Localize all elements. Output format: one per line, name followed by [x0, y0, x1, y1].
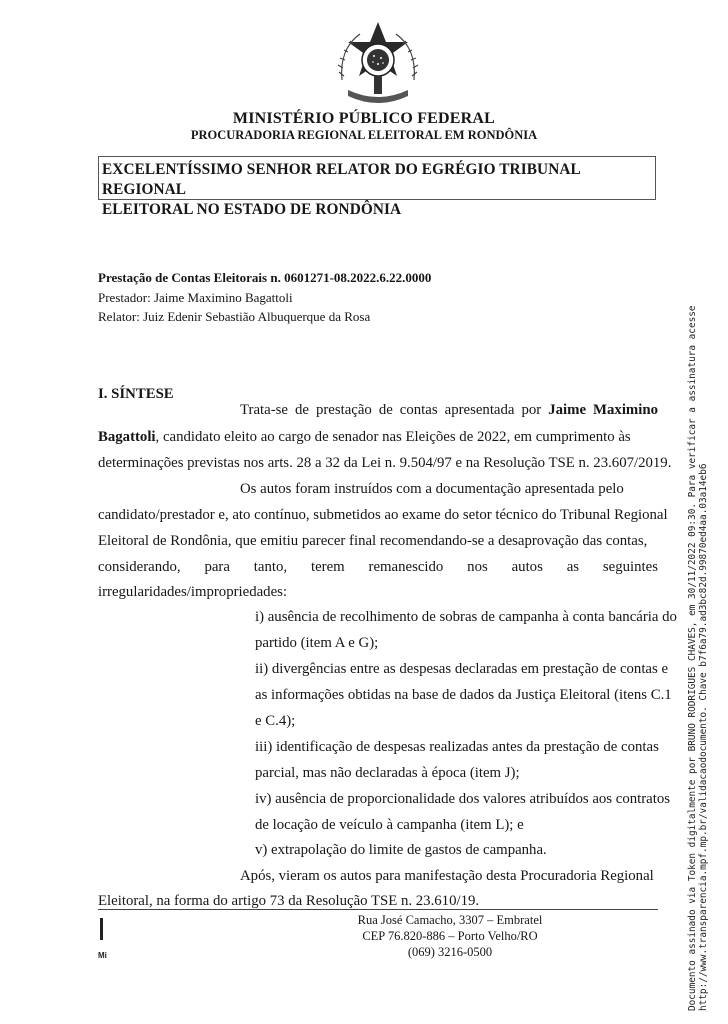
body-line: candidato/prestador e, ato contínuo, submetidos ao exame do setor técnico do Tribunal Regional [98, 507, 668, 523]
mpf-logo-icon [97, 916, 115, 964]
ministry-title: MINISTÉRIO PÚBLICO FEDERAL [232, 110, 496, 127]
signature-line: Documento assinado via Token digitalmente por BRUNO RODRIGUES CHAVES, em 30/11/2022 09:30. Para verificar a assinatura acesse [687, 305, 698, 1011]
brazil-coat-of-arms-icon [334, 20, 422, 108]
list-item: v) extrapolação do limite de gastos de campanha. [255, 842, 547, 858]
case-number: Prestação de Contas Eleitorais n. 0601271-08.2022.6.22.0000 [98, 270, 432, 285]
list-item: de locação de veículo à campanha (item L); e [255, 817, 524, 833]
addressee-line: EXCELENTÍSSIMO SENHOR RELATOR DO EGRÉGIO TRIBUNAL REGIONAL [102, 161, 580, 198]
addressee-box [98, 156, 656, 218]
body-line: irregularidades/impropriedades: [98, 584, 287, 600]
prestador-line: Prestador: Jaime Maximino Bagattoli [98, 290, 293, 305]
relator-line: Relator: Juiz Edenir Sebastião Albuquerque da Rosa [98, 309, 371, 324]
body-line: Eleitoral, na forma do artigo 73 da Resolução TSE n. 23.610/19. [98, 893, 480, 909]
body-line [240, 402, 658, 423]
candidate-name: Bagattoli [98, 429, 156, 445]
body-line: determinações previstas nos arts. 28 a 32 da Lei n. 9.504/97 e na Resolução TSE n. 23.607/2019. [98, 455, 672, 471]
footer-divider [98, 909, 658, 910]
signature-line: http://www.transparencia.mpf.mp.br/validacaodocumento. Chave b7f6a79.ad3bc82d.99870ed4aa.03a14eb6 [698, 463, 709, 1011]
list-item: iii) identificação de despesas realizadas antes da prestação de contas [255, 739, 659, 755]
footer-phone: (069) 3216-0500 [407, 945, 493, 959]
addressee-line: ELEITORAL NO ESTADO DE RONDÔNIA [102, 201, 402, 218]
list-item: e C.4); [255, 713, 296, 729]
section-title: I. SÍNTESE [98, 386, 174, 402]
footer-address: Rua José Camacho, 3307 – Embratel [357, 913, 543, 927]
list-item: as informações obtidas na base de dados da Justiça Eleitoral (itens C.1 [255, 687, 672, 703]
list-item: ii) divergências entre as despesas declaradas em prestação de contas e [255, 661, 669, 677]
body-line [98, 429, 658, 446]
office-subtitle: PROCURADORIA REGIONAL ELEITORAL EM RONDÔNIA [190, 128, 538, 142]
body-line: Após, vieram os autos para manifestação desta Procuradoria Regional [240, 868, 654, 884]
list-item: i) ausência de recolhimento de sobras de campanha à conta bancária do [255, 609, 677, 625]
footer-address: CEP 76.820-886 – Porto Velho/RO [362, 929, 538, 943]
list-item: iv) ausência de proporcionalidade dos valores atribuídos aos contratos [255, 791, 671, 807]
list-item: parcial, mas não declaradas à época (item J); [255, 765, 520, 781]
logo-text: Mi [98, 951, 107, 960]
body-line: considerando, para tanto, terem remanescido nos autos as seguintes [98, 559, 658, 575]
digital-signature-note [687, 305, 709, 1011]
body-line: Eleitoral de Rondônia, que emitiu parecer final recomendando-se a desaprovação das contas, [98, 533, 648, 549]
list-item: partido (item A e G); [255, 635, 379, 651]
candidate-name: Jaime Maximino [548, 402, 658, 418]
body-line: Os autos foram instruídos com a documentação apresentada pelo [240, 481, 624, 497]
body-text: Trata-se de prestação de contas apresentada por [240, 402, 542, 418]
body-text: , candidato eleito ao cargo de senador nas Eleições de 2022, em cumprimento às [155, 429, 631, 445]
